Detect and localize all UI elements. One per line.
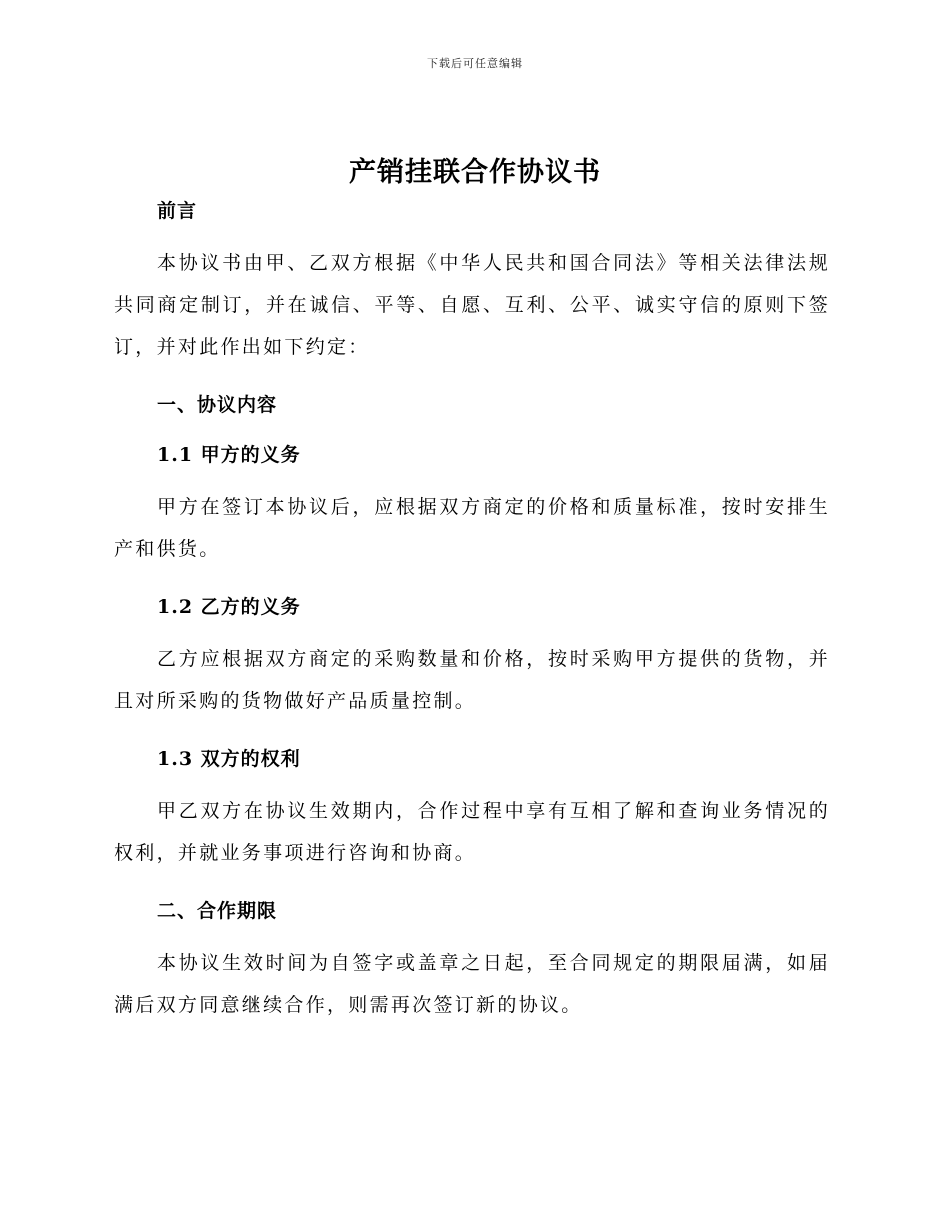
preface-paragraph: 本协议书由甲、乙双方根据《中华人民共和国合同法》等相关法律法规共同商定制订，并在诚信、平等、自愿、互利、公平、诚实守信的原则下签订，并对此作出如下约定： xyxy=(114,252,830,358)
document-title: 产销挂联合作协议书 xyxy=(349,157,601,188)
section-1-heading: 一、协议内容 xyxy=(157,394,278,416)
section-2-heading: 二、合作期限 xyxy=(157,900,278,922)
section-1-2-paragraph: 乙方应根据双方商定的采购数量和价格，按时采购甲方提供的货物，并且对所采购的货物做好产品质量控制。 xyxy=(114,648,830,712)
header-note: 下载后可任意编辑 xyxy=(427,57,523,70)
section-1-2-heading: 1.2 乙方的义务 xyxy=(157,596,301,618)
section-1-3-heading: 1.3 双方的权利 xyxy=(157,748,301,770)
section-1-3-paragraph: 甲乙双方在协议生效期内，合作过程中享有互相了解和查询业务情况的权利，并就业务事项进行咨询和协商。 xyxy=(114,800,830,864)
document-body xyxy=(114,196,830,1026)
preface-heading: 前言 xyxy=(157,200,198,222)
section-1-1-paragraph: 甲方在签订本协议后，应根据双方商定的价格和质量标准，按时安排生产和供货。 xyxy=(114,496,830,560)
section-2-paragraph: 本协议生效时间为自签字或盖章之日起，至合同规定的期限届满，如届满后双方同意继续合作，则需再次签订新的协议。 xyxy=(114,952,830,1016)
section-1-1-heading: 1.1 甲方的义务 xyxy=(157,444,301,466)
